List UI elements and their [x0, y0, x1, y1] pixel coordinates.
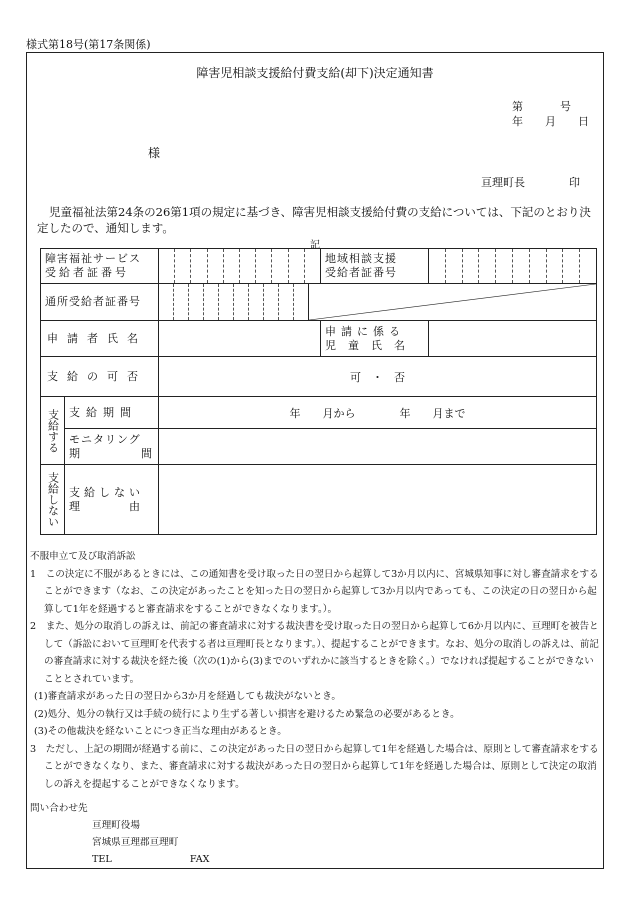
service-recipient-no-label: 障害福祉サービス 受給者証番号 [41, 249, 159, 284]
document-title: 障害児相談支援給付費支給(却下)決定通知書 [196, 66, 434, 80]
contact-phone-row [30, 851, 210, 868]
addressee-suffix: 様 [148, 146, 161, 160]
note-item-2: 2 また、処分の取消しの訴えは、前記の審査請求に対する裁決書を受け取った日の翌日から起算して6か月以内に、亘理町を被告として（訴訟において亘理町を代表する者は亘理町長となります。）、提起することができます。なお、処分の取消しの訴えは、前記の審査請求に対する裁決を経た後（次の(1)から(3)までのいずれかに該当するときを除く。）でなければ提起することができないこととされています。 [30, 621, 599, 685]
community-recipient-no-label: 地域相談支援 受給者証番号 [321, 249, 429, 284]
table-row [41, 397, 597, 429]
reason-field [159, 465, 597, 535]
contact-heading: 問い合わせ先 [30, 803, 88, 814]
contact-address: 宮城県亘理郡亘理町 [92, 837, 179, 848]
approval-label: 支給の可否 [41, 357, 159, 397]
notice-body: 児童福祉法第24条の26第1項の規定に基づき、障害児相談支援給付費の支給については、下記のとおり決定したので、通知します。 [37, 205, 591, 235]
diagonal-line [309, 284, 596, 320]
pay-side-label: 支給する [41, 397, 65, 465]
document-number: 第 号 [512, 100, 572, 113]
document-date: 年 月 日 [512, 115, 589, 128]
contact-office: 亘理町役場 [92, 820, 140, 831]
decision-table [40, 248, 597, 535]
child-name-field [429, 321, 597, 357]
ki-mark: 記 [310, 240, 320, 251]
monitoring-label: モニタリング 期 間 [65, 429, 159, 465]
period-label: 支給期間 [65, 397, 159, 429]
contact-tel: TEL [92, 854, 112, 865]
approval-value: 可 ・ 否 [159, 357, 597, 397]
issuer-mayor: 亘理町長 印 [481, 176, 580, 189]
table-row [41, 429, 597, 465]
contact-block [30, 800, 210, 868]
table-row [41, 249, 597, 284]
note-sub-3: (3)その他裁決を経ないことにつき正当な理由があるとき。 [34, 726, 287, 737]
nopay-side-label: 支給しない [41, 465, 65, 535]
note-sub-1: (1)審査請求があった日の翌日から3か月を経過しても裁決がないとき。 [34, 691, 342, 702]
note-item-3: 3 ただし、上記の期間が経過する前に、この決定があった日の翌日から起算して1年を経過した場合は、原則として審査請求をすることができなくなり、また、審査請求に対する裁決があった日の翌日から起算して1年を経過した場合は、原則として決定の取消しの訴えを提起することができなくなります。 [30, 743, 599, 790]
tsusho-recipient-no-field [159, 284, 309, 321]
table-row [41, 284, 597, 321]
contact-fax: FAX [189, 854, 210, 865]
applicant-name-label: 申請者氏名 [41, 321, 159, 357]
note-item-1: 1 この決定に不服があるときには、この通知書を受け取った日の翌日から起算して3か月以内に、宮城県知事に対し審査請求をすることができます（なお、この決定があったことを知った日の翌日から起算して3か月以内であっても、この決定の日の翌日から起算して1年を経過すると審査請求をすることができなくなります。）。 [30, 568, 599, 615]
table-row [41, 465, 597, 535]
appeal-notes [30, 548, 600, 793]
form-number: 様式第18号(第17条関係) [26, 38, 151, 51]
table-row [41, 357, 597, 397]
monitoring-field [159, 429, 597, 465]
child-name-label: 申請に係る 児童氏名 [321, 321, 429, 357]
notes-heading: 不服申立て及び取消訴訟 [30, 551, 136, 562]
community-recipient-no-field [429, 249, 597, 284]
table-row [41, 321, 597, 357]
service-recipient-no-field [159, 249, 321, 284]
applicant-name-field [159, 321, 321, 357]
tsusho-recipient-no-label: 通所受給者証番号 [41, 284, 159, 321]
period-value: 年 月から 年 月まで [159, 397, 597, 429]
diagonal-blank-cell [309, 284, 597, 321]
note-sub-2: (2)処分、処分の執行又は手続の続行により生ずる著しい損害を避けるため緊急の必要があるとき。 [34, 708, 460, 720]
reason-label: 支給しない 理 由 [65, 465, 159, 535]
